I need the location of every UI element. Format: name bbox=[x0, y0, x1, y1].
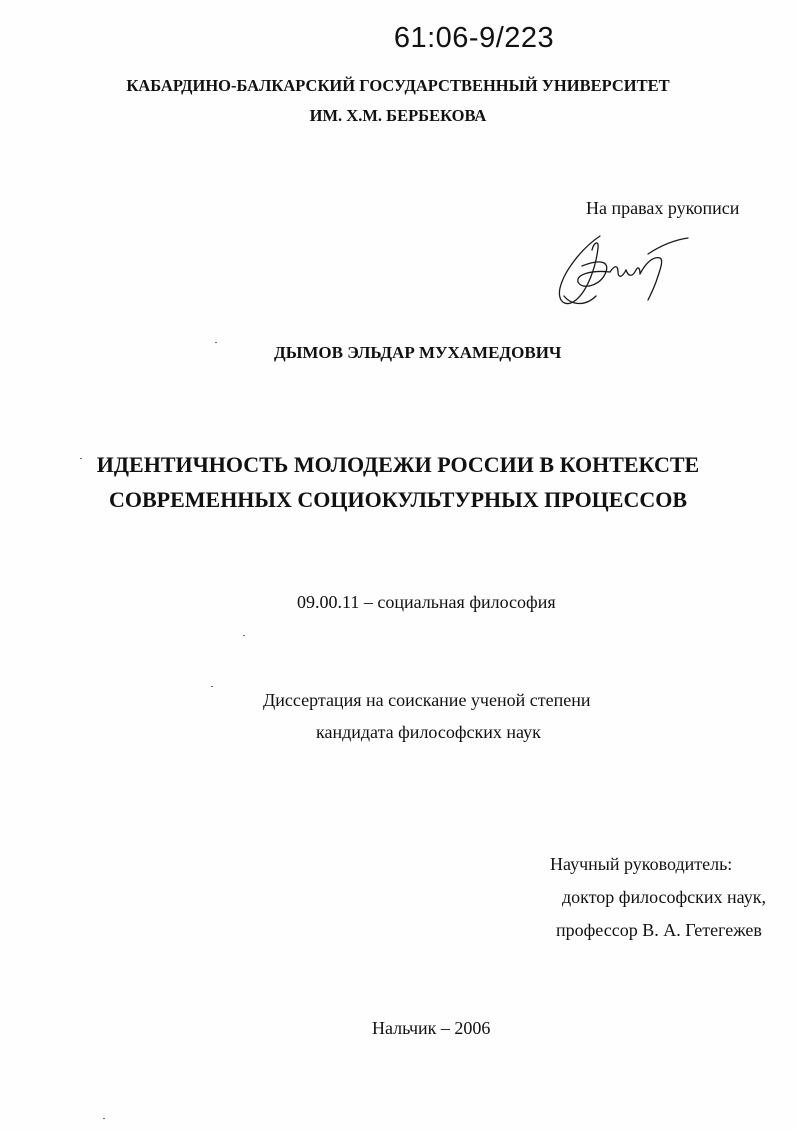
dissertation-title-line-1: ИДЕНТИЧНОСТЬ МОЛОДЕЖИ РОССИИ В КОНТЕКСТЕ bbox=[96, 452, 700, 477]
university-named-after: ИМ. Х.М. БЕРБЕКОВА bbox=[309, 106, 487, 125]
author-name: ДЫМОВ ЭЛЬДАР МУХАМЕДОВИЧ bbox=[274, 343, 562, 362]
specialty-code: 09.00.11 – социальная философия bbox=[297, 592, 556, 612]
scan-speck bbox=[80, 458, 82, 459]
scan-speck bbox=[215, 342, 217, 343]
scan-speck bbox=[243, 635, 245, 636]
supervisor-degree: доктор философских наук, bbox=[562, 887, 766, 907]
degree-line-1: Диссертация на соискание ученой степени bbox=[263, 690, 591, 710]
rights-note: На правах рукописи bbox=[586, 198, 740, 218]
city-year: Нальчик – 2006 bbox=[372, 1018, 491, 1038]
degree-line-2: кандидата философских наук bbox=[316, 722, 541, 742]
university-name: КАБАРДИНО-БАЛКАРСКИЙ ГОСУДАРСТВЕННЫЙ УНИВЕРСИТЕТ bbox=[126, 76, 670, 95]
archive-code: 61:06-9/223 bbox=[393, 22, 555, 54]
scan-speck bbox=[211, 686, 213, 687]
supervisor-label: Научный руководитель: bbox=[550, 854, 733, 874]
supervisor-name: профессор В. А. Гетегежев bbox=[556, 920, 762, 940]
signature-icon bbox=[552, 226, 702, 316]
dissertation-title-line-2: СОВРЕМЕННЫХ СОЦИОКУЛЬТУРНЫХ ПРОЦЕССОВ bbox=[108, 487, 688, 512]
scan-speck bbox=[103, 1118, 105, 1119]
